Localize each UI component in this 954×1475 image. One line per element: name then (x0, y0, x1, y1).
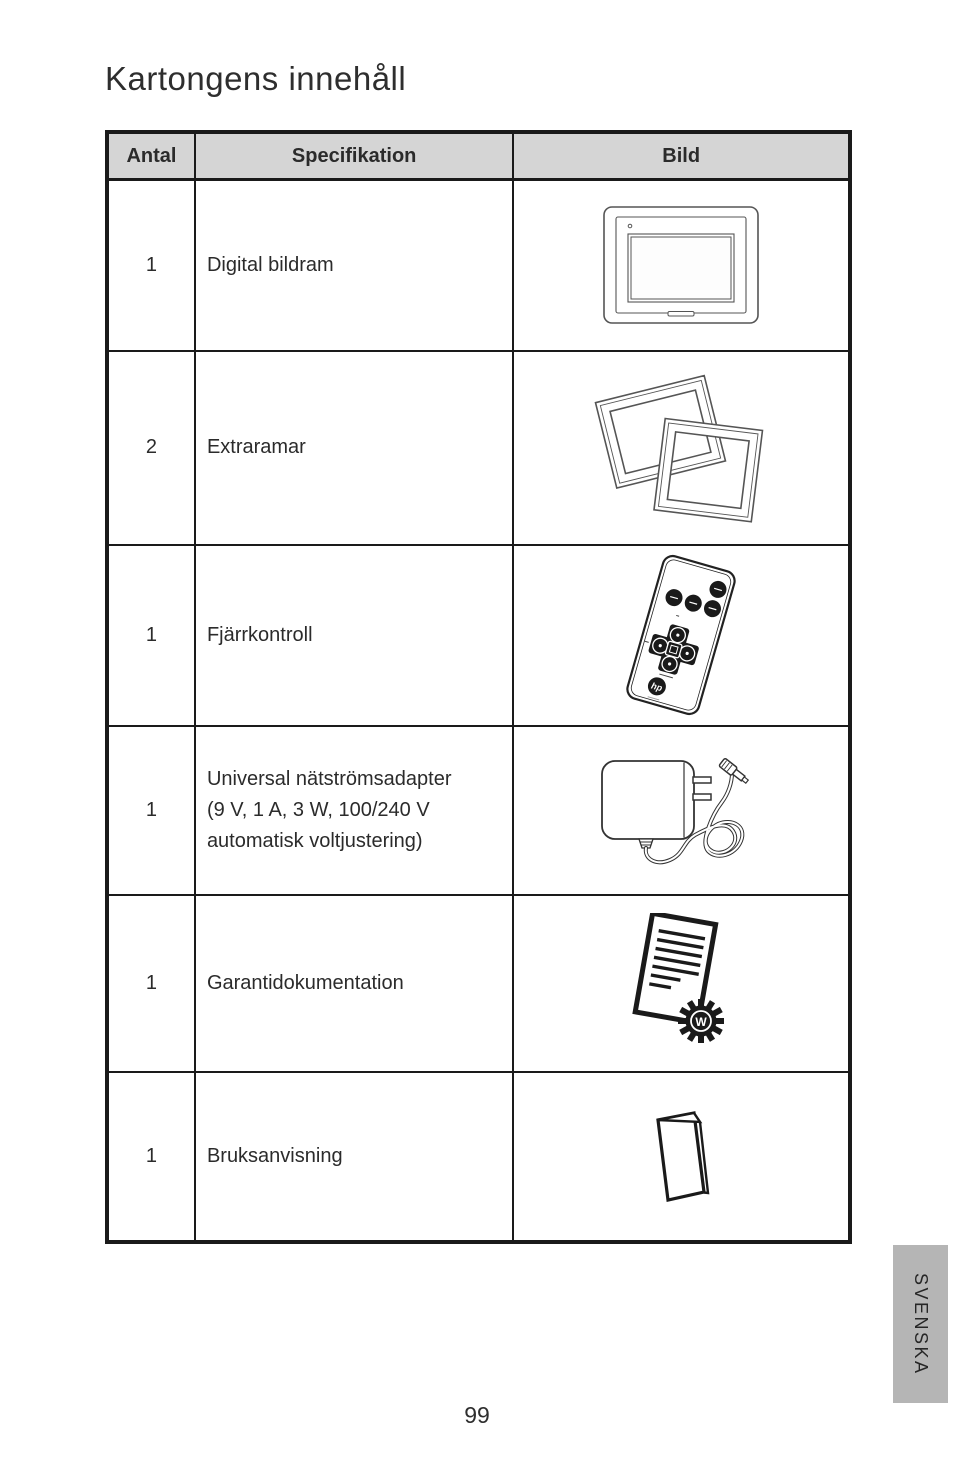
qty-cell: 1 (107, 895, 195, 1072)
header-antal: Antal (107, 132, 195, 180)
qty-cell: 1 (107, 726, 195, 895)
image-cell (513, 180, 850, 351)
qty-cell: 1 (107, 1072, 195, 1242)
spec-line: Universal nätströmsadapter (206, 767, 452, 790)
spec-line: (9 V, 1 A, 3 W, 100/240 V (206, 798, 430, 821)
image-cell (513, 1072, 850, 1242)
spec-cell: Extraramar (195, 351, 513, 545)
user-manual-booklet-icon (640, 1100, 722, 1212)
qty-cell: 1 (107, 180, 195, 351)
language-sidebar-tab (893, 1245, 948, 1403)
warranty-document-icon (625, 913, 737, 1053)
power-adapter-icon (586, 747, 776, 873)
page-title: Kartongens innehåll (105, 60, 407, 97)
header-bild: Bild (513, 132, 850, 180)
table-row (107, 895, 850, 1072)
spec-cell: Digital bildram (195, 180, 513, 351)
spec-cell (195, 726, 513, 895)
table-row (107, 726, 850, 895)
table-row (107, 351, 850, 545)
page-number: 99 (464, 1402, 490, 1428)
spec-cell: Bruksanvisning (195, 1072, 513, 1242)
table-row (107, 1072, 850, 1242)
extra-frames-icon (585, 370, 777, 526)
digital-photo-frame-icon (602, 205, 760, 325)
spec-line: automatisk voltjustering) (206, 829, 423, 852)
table-row (107, 180, 850, 351)
remote-control-icon (605, 553, 757, 717)
image-cell (513, 895, 850, 1072)
table-header-row (107, 132, 850, 180)
table-row (107, 545, 850, 726)
qty-cell: 1 (107, 545, 195, 726)
remote-brand-logo: hp (650, 680, 664, 694)
qty-cell: 2 (107, 351, 195, 545)
box-contents-table (105, 130, 852, 1244)
seal-letter: W (695, 1015, 707, 1029)
image-cell (513, 545, 850, 726)
header-specifikation: Specifikation (195, 132, 513, 180)
language-sidebar-label: SVENSKA (911, 1272, 931, 1376)
spec-cell: Garantidokumentation (195, 895, 513, 1072)
image-cell (513, 351, 850, 545)
image-cell (513, 726, 850, 895)
spec-cell: Fjärrkontroll (195, 545, 513, 726)
